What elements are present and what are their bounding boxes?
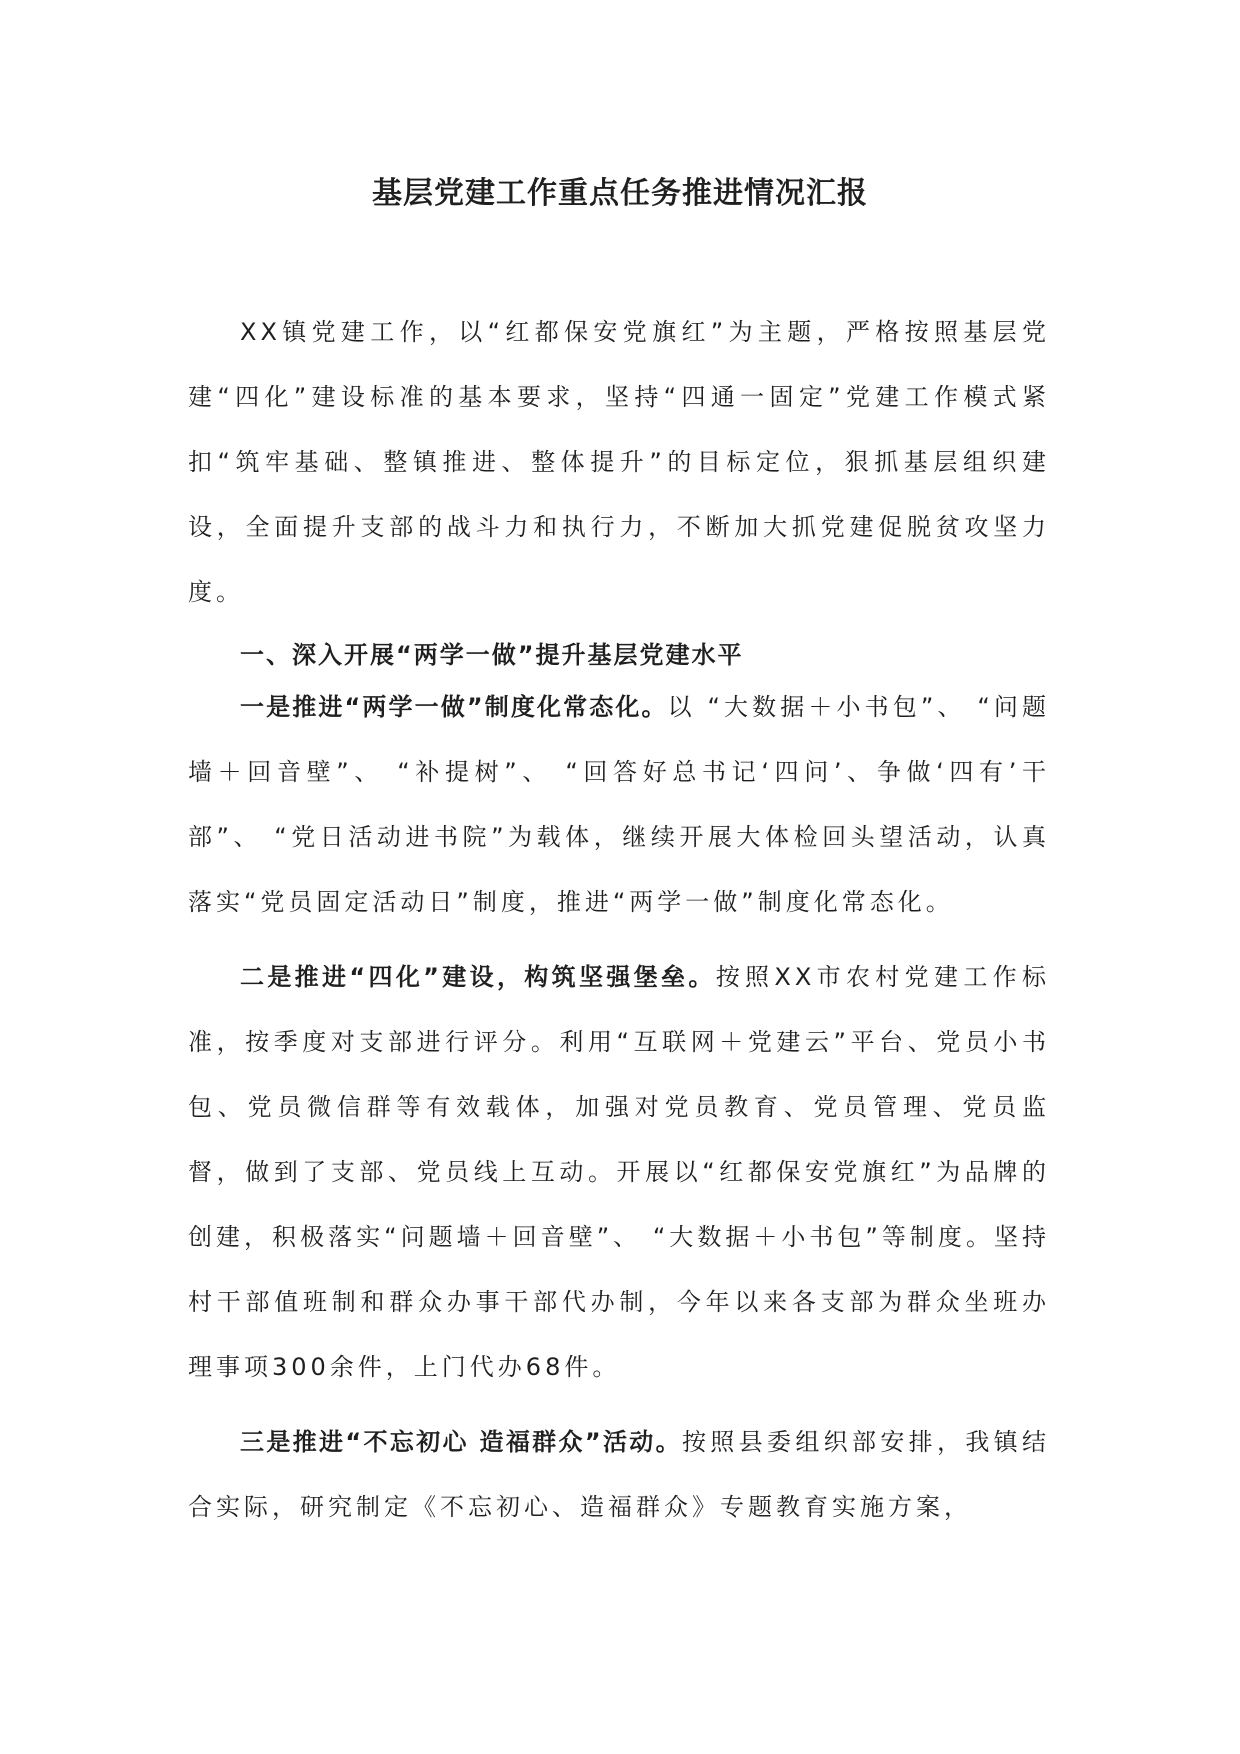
paragraph-item-1 [188,675,1050,935]
section-heading: 一、深入开展“两学一做”提升基层党建水平 [240,641,744,669]
paragraph-item-2 [188,945,1050,1400]
paragraph-item-3 [188,1410,1050,1540]
page-title: 基层党建工作重点任务推进情况汇报 [372,176,868,211]
intro-paragraph: XX镇党建工作，以“红都保安党旗红”为主题，严格按照基层党建“四化”建设标准的基本要求，坚持“四通一固定”党建工作模式紧扣“筑牢基础、整镇推进、整体提升”的目标定位，狠抓基层组织建设，全面提升支部的战斗力和执行力，不断加大抓党建促脱贫攻坚力度。 [188,318,1050,606]
paragraph-lead: 二是推进“四化”建设，构筑坚强堡垒。 [240,963,716,991]
paragraph-lead: 一是推进“两学一做”制度化常态化。 [240,693,668,721]
paragraph-lead: 三是推进“不忘初心 造福群众”活动。 [240,1428,682,1456]
paragraph-text: 按照县委组织部安排，我镇结合实际，研究制定《不忘初心、造福群众》专题教育实施方案， [188,1428,1051,1521]
document-body [188,300,1050,1540]
paragraph-text: 按照XX市农村党建工作标准，按季度对支部进行评分。利用“互联网＋党建云”平台、党员小书包、党员微信群等有效载体，加强对党员教育、党员管理、党员监督，做到了支部、党员线上互动。开展以“红都保安党旗红”为品牌的创建，积极落实“问题墙＋回音壁”、 “大数据＋小书包”等制度。坚持村干部值班制和群众办事干部代办制，今年以来各支部为群众坐班办理事项300余件，上门代办68件。 [188,963,1051,1381]
paragraph-text: 以 “大数据＋小书包”、 “问题墙＋回音壁”、 “补提树”、 “回答好总书记‘四问’、争做‘四有’干部”、 “党日活动进书院”为载体，继续开展大体检回头望活动，认真落实“党员固定活动日”制度，推进“两学一做”制度化常态化。 [188,693,1051,916]
